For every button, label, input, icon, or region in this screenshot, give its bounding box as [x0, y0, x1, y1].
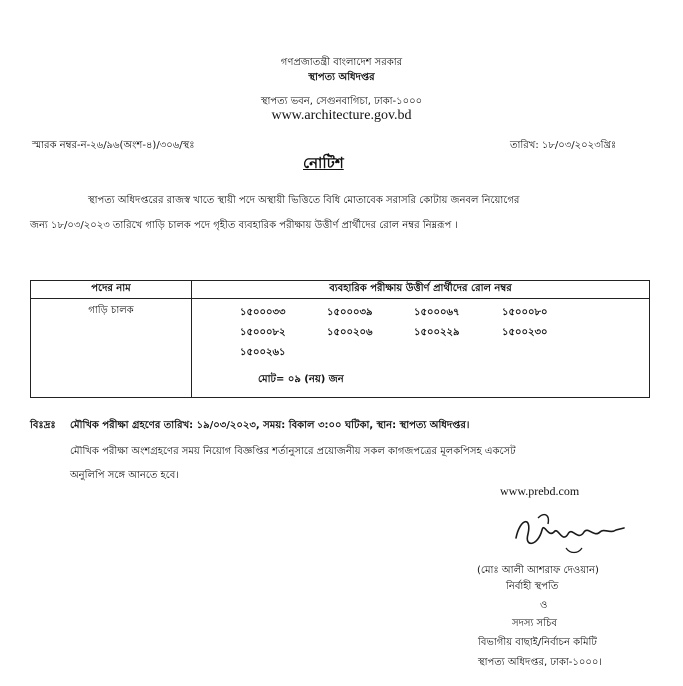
roll-number: ১৫০০২৩০ [502, 327, 548, 338]
memo-date: তারিখ: ১৮/০৩/২০২৩খ্রিঃ [510, 140, 617, 151]
column-header-post: পদের নাম [31, 281, 192, 299]
memo-reference: স্মারক নম্বর-ন-২৬/৯৬(অংশ-৪)/৩০৬/স্থঃ [32, 140, 195, 151]
post-name-cell [31, 299, 192, 398]
note-line-2: মৌখিক পরীক্ষা অংশগ্রহণের সময় নিয়োগ বিজ্ঞপ্তির শর্তানুসারে প্রয়োজনীয় সকল কাগজপত্রের মূলকপিসহ একসেট [70, 446, 516, 457]
note-label: বিঃদ্রঃ [30, 420, 56, 431]
notice-body-line-2: জন্য ১৮/০৩/২০২৩ তারিখে গাড়ি চালক পদে গৃহীত ব্যবহারিক পরীক্ষায় উত্তীর্ণ প্রার্থীদের রোল নম্বর নিম্নরূপ । [30, 220, 459, 231]
department-name: স্থাপত্য অধিদপ্তর [308, 72, 375, 83]
note-line-1: মৌখিক পরীক্ষা গ্রহণের তারিখ: ১৯/০৩/২০২৩, সময়: বিকাল ৩:০০ ঘটিকা, স্থান: স্থাপত্য অধিদপ্তর। [70, 420, 470, 431]
roll-number: ১৫০০০৩৯ [327, 307, 373, 318]
department-address: স্থাপত্য ভবন, সেগুনবাগিচা, ঢাকা-১০০০ [260, 96, 423, 107]
post-name: গাড়ি চালক [88, 305, 134, 316]
notice-title: নোটিশ [303, 154, 344, 172]
signatory-name: (মোঃ আলী আশরাফ দেওয়ান) [477, 565, 599, 576]
signatory-member: সদস্য সচিব [512, 618, 557, 629]
table-header-row [31, 281, 650, 299]
signatory-office: স্থাপত্য অধিদপ্তর, ঢাকা-১০০০। [478, 657, 602, 668]
signatory-title: নির্বাহী স্থপতি [506, 581, 559, 592]
roll-number: ১৫০০০৮২ [240, 327, 286, 338]
website-link[interactable]: www.architecture.gov.bd [271, 108, 412, 123]
roll-number: ১৫০০০৮০ [502, 307, 548, 318]
column-header-roll: ব্যবহারিক পরীক্ষায় উত্তীর্ণ প্রার্থীদের রোল নম্বর [192, 281, 650, 299]
watermark: www.prebd.com [500, 484, 580, 498]
signatory-and: ও [540, 600, 548, 611]
signatory-committee: বিভাগীয় বাছাই/নির্বাচন কমিটি [478, 637, 597, 648]
roll-number: ১৫০০০৩৩ [240, 307, 286, 318]
roll-number: ১৫০০২৬১ [240, 347, 286, 358]
signature-drawing [508, 508, 628, 560]
roll-number: ১৫০০২০৬ [327, 327, 373, 338]
govt-name: গণপ্রজাতন্ত্রী বাংলাদেশ সরকার [280, 57, 403, 68]
notice-body-line-1: স্থাপত্য অধিদপ্তরের রাজস্ব খাতে স্থায়ী পদে অস্থায়ী ভিত্তিতে বিধি মোতাবেক সরাসরি কোটায় জনবল নিয়োগের [88, 195, 520, 206]
roll-number: ১৫০০০৬৭ [414, 307, 460, 318]
roll-number: ১৫০০২২৯ [414, 327, 460, 338]
total-count: মোট= ০৯ (নয়) জন [258, 374, 344, 385]
note-line-3: অনুলিপি সঙ্গে আনতে হবে। [70, 470, 179, 481]
